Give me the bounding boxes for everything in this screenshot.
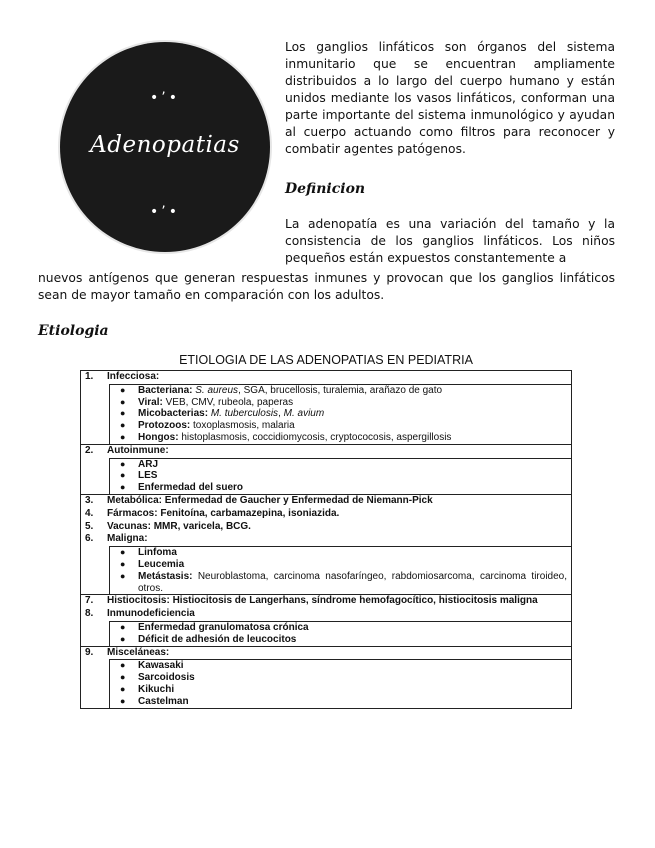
bullet-icon: ● — [120, 470, 126, 481]
bullet-icon: ● — [120, 633, 126, 644]
group-miscelaneas: 9. Misceláneas: — [85, 646, 170, 658]
list-item: ● Castelman — [120, 695, 189, 707]
table-row — [81, 595, 572, 646]
intro-paragraph: Los ganglios linfáticos son órganos del sistema inmunitario que se encuentran ampliamente distribuidos a lo largo del cuerpo humano y están unidos mediante los vasos linfáticos, conforman una parte importante del sistema inmunológico y ayudan al cuerpo actuando como filtros para reconocer y combatir agentes patógenos. — [285, 40, 615, 156]
sub-list — [109, 458, 571, 494]
etiology-heading: Etiologia — [38, 323, 109, 339]
sub-list — [109, 659, 571, 707]
group-farmacos: 4. Fármacos: Fenitoína, carbamazepina, isoniazida. — [85, 507, 340, 519]
list-item: ● Metástasis: Neuroblastoma, carcinoma nasofaríngeo, rabdomiosarcoma, carcinoma tiroideo, otros. — [120, 570, 567, 594]
bullet-icon: ● — [120, 621, 126, 632]
list-item: ● Viral: VEB, CMV, rubeola, paperas — [120, 396, 294, 408]
bullet-icon: ● — [120, 683, 126, 694]
bullet-icon: ● — [120, 431, 126, 442]
bullet-icon: ● — [120, 458, 126, 469]
group-vacunas: 5. Vacunas: MMR, varicela, BCG. — [85, 520, 251, 532]
bullet-icon: ● — [120, 695, 126, 706]
table-row — [81, 494, 572, 594]
sub-list — [109, 384, 571, 444]
table-row — [81, 371, 572, 445]
page-title: Adenopatias — [90, 132, 240, 158]
list-item: ● Linfoma — [120, 547, 177, 559]
ornament-dots-icon: •’• — [150, 90, 180, 106]
list-item: ● Micobacterias: M. tuberculosis, M. avium — [120, 408, 325, 420]
bullet-icon: ● — [120, 570, 126, 581]
bullet-icon: ● — [120, 384, 126, 395]
group-maligna: 6. Maligna: — [85, 533, 148, 545]
group-histiocitosis: 7. Histiocitosis: Histiocitosis de Langerhans, síndrome hemofagocítico, histiocitosis maligna — [85, 595, 538, 607]
ornament-dots-icon: •’• — [150, 204, 180, 220]
sub-list — [109, 621, 571, 646]
group-infecciosa: 1. Infecciosa: — [85, 371, 160, 382]
title-badge — [60, 42, 270, 252]
list-item: ● Bacteriana: S. aureus, SGA, brucellosis, turalemia, arañazo de gato — [120, 384, 443, 396]
bullet-icon: ● — [120, 547, 126, 558]
bullet-icon: ● — [120, 482, 126, 493]
list-item: ● LES — [120, 470, 158, 482]
list-item: ● Enfermedad granulomatosa crónica — [120, 621, 309, 633]
list-item: ● Hongos: histoplasmosis, coccidiomycosis, cryptococosis, aspergillosis — [120, 431, 452, 443]
table-row — [81, 646, 572, 708]
table-title: ETIOLOGIA DE LAS ADENOPATIAS EN PEDIATRIA — [179, 353, 473, 367]
definition-text-part2: nuevos antígenos que generan respuestas inmunes y provocan que los ganglios linfáticos sean de mayor tamaño en comparación con los adultos. — [38, 271, 615, 302]
group-autoinmune: 2. Autoinmune: — [85, 444, 169, 456]
list-item: ● Protozoos: toxoplasmosis, malaria — [120, 420, 295, 432]
bullet-icon: ● — [120, 396, 126, 407]
etiology-table — [80, 370, 572, 709]
list-item: ● ARJ — [120, 458, 159, 470]
bullet-icon: ● — [120, 660, 126, 671]
definition-heading: Definicion — [285, 181, 366, 197]
list-item: ● Kawasaki — [120, 660, 184, 672]
bullet-icon: ● — [120, 672, 126, 683]
sub-list — [109, 546, 571, 594]
list-item: ● Kikuchi — [120, 683, 175, 695]
bullet-icon: ● — [120, 408, 126, 419]
list-item: ● Sarcoidosis — [120, 672, 195, 684]
group-metabolica: 3. Metabólica: Enfermedad de Gaucher y Enfermedad de Niemann-Pick — [85, 494, 433, 506]
group-inmunodeficiencia: 8. Inmunodeficiencia — [85, 608, 195, 620]
bullet-icon: ● — [120, 558, 126, 569]
list-item: ● Déficit de adhesión de leucocitos — [120, 633, 297, 645]
list-item: ● Leucemia — [120, 558, 185, 570]
definition-text-part1: La adenopatía es una variación del tamaño y la consistencia de los ganglios linfáticos. Los niños pequeños están expuestos constantemente a — [285, 217, 615, 265]
bullet-icon: ● — [120, 420, 126, 431]
table-row — [81, 444, 572, 494]
list-item: ● Enfermedad del suero — [120, 482, 244, 494]
